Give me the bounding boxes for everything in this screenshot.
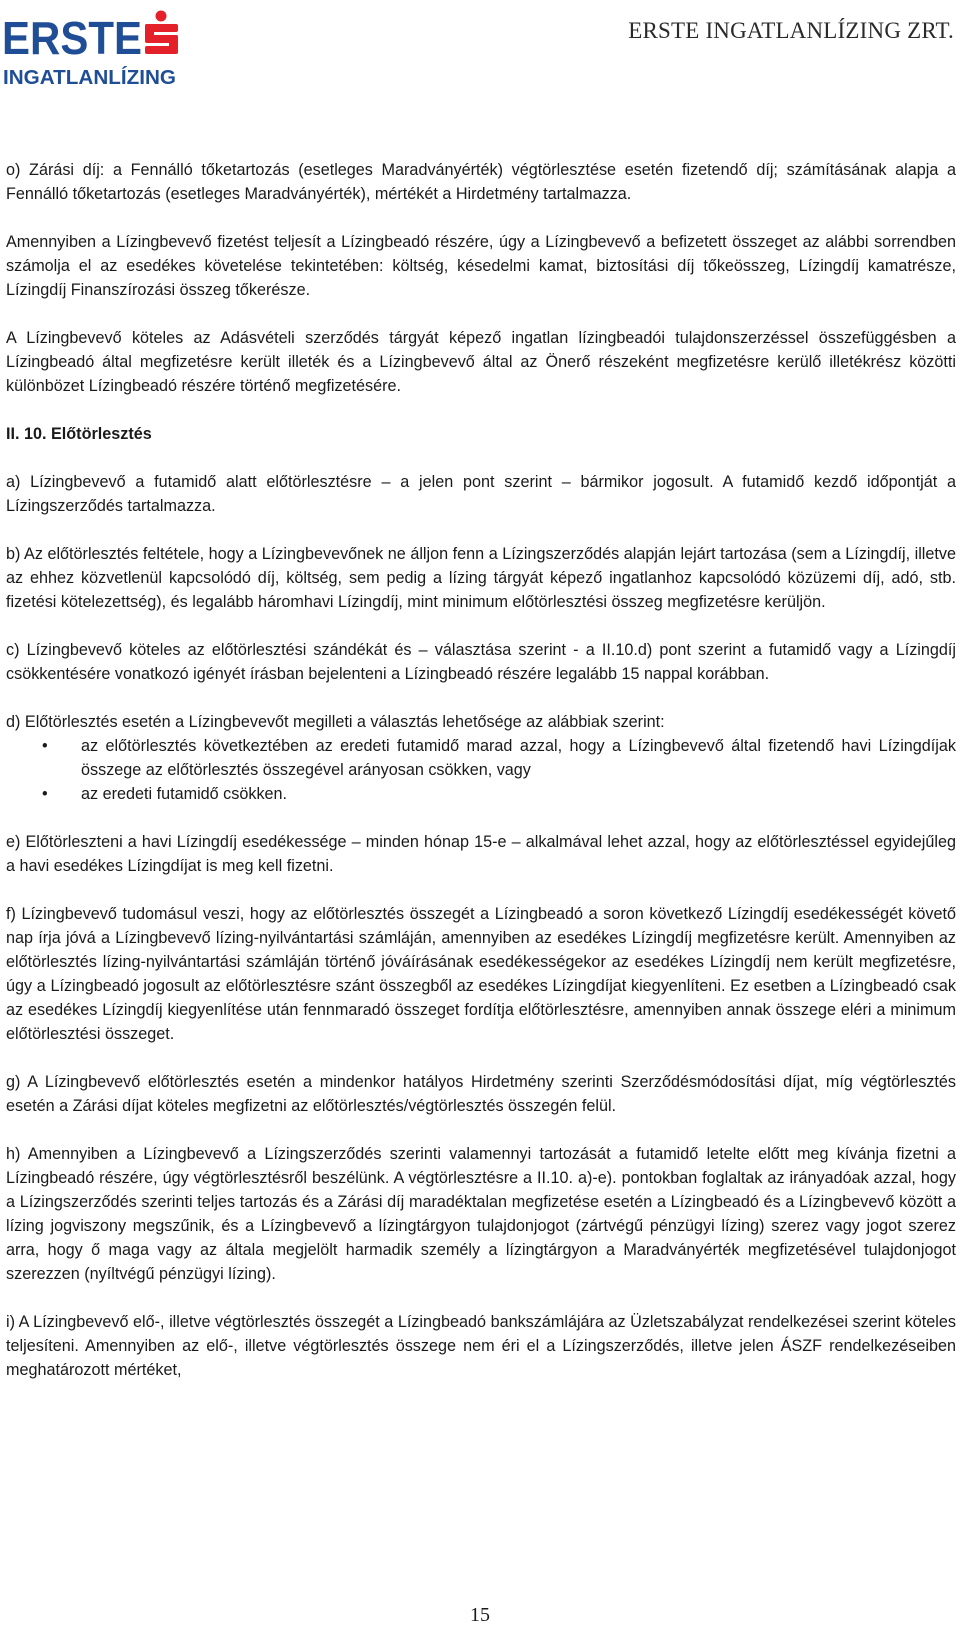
paragraph-a: a) Lízingbevevő a futamidő alatt előtörlesztésre – a jelen pont szerint – bármikor jogosult. A futamidő kezdő időpontját a Lízingszerződés tartalmazza.: [6, 473, 956, 515]
paragraph-duty: A Lízingbevevő köteles az Adásvételi szerződés tárgyát képező ingatlan lízingbeadói tulajdonszerzéssel összefüggésben a Lízingbeadó által megfizetésre került illeték és a Lízingbevevő által az Önerő részeként megfizetésre kerülő illetékrész közötti különbözet Lízingbeadó részére történő megfizetésére.: [6, 329, 956, 395]
section-heading: II. 10. Előtörlesztés: [6, 425, 152, 443]
paragraph-b: b) Az előtörlesztés feltétele, hogy a Lízingbevevőnek ne álljon fenn a Lízingszerződés alapján lejárt tartozása (sem a Lízingdíj, illetve az ehhez közvetlenül kapcsolódó díj, költség, sem pedig a lízing tárgyát képező ingatlanhoz kapcsolódó közüzemi díj, adó, stb. fizetési kötelezettség), és legalább háromhavi Lízingdíj, mint minimum előtörlesztési összeg megfizetésre kerüljön.: [6, 545, 956, 611]
paragraph-c: c) Lízingbevevő köteles az előtörlesztési szándékát és – választása szerint - a II.10.d) pont szerint a futamidő vagy a Lízingdíj csökkentésére vonatkozó igényét írásban bejelenteni a Lízingbeadó részére legalább 15 nappal korábban.: [6, 641, 956, 683]
bullet-icon: •: [42, 785, 48, 803]
page-number: 15: [470, 1604, 490, 1626]
page-header: [0, 0, 960, 100]
erste-logo: [2, 6, 184, 88]
erste-s-symbol: [145, 11, 178, 55]
bullet-icon: •: [42, 737, 48, 755]
paragraph-f: f) Lízingbevevő tudomásul veszi, hogy az előtörlesztés összegét a Lízingbeadó a soron következő Lízingdíj esedékességét követő nap írja jóvá a Lízingbevevő lízing-nyilvántartási számláján, amennyiben az esedékes Lízingdíj megfizetésre került. Amennyiben az előtörlesztés lízing-nyilvántartási számláján történő jóváírásának esedékességekor az esedékes Lízingdíj nem került megfizetésre, úgy a Lízingbeadó jogosult az előtörlesztésre szánt összegből az esedékes Lízingdíjat kiegyenlíteni. Ez esetben a Lízingbeadó csak az esedékes Lízingdíj kiegyenlítése után fennmaradó összeget fordítja előtörlesztésre, amennyiben annak összege eléri a minimum előtörlesztési összeget.: [6, 905, 956, 1043]
bullet-list: [6, 734, 956, 806]
paragraph-h: h) Amennyiben a Lízingbevevő a Lízingszerződés szerinti valamennyi tartozását a futamidő letelte előtt meg kívánja fizetni a Lízingbeadó részére, úgy végtörlesztésről beszélünk. A végtörlesztésre a II.10. a)-e). pontokban foglaltak az irányadóak azzal, hogy a Lízingszerződés szerinti teljes tartozás és a Zárási díj maradéktalan megfizetése esetén a Lízingbeadó és a Lízingbevevő között a lízing jogviszony megszűnik, és a Lízingbevevő a lízingtárgyon tulajdonjogot (zártvégű pénzügyi lízing) szerez vagy jogot szerez arra, hogy ő maga vagy az általa megjelölt harmadik személy a lízingtárgyon a Maradványérték megfizetésével tulajdonjogot szerezzen (nyíltvégű pénzügyi lízing).: [6, 1145, 956, 1283]
paragraph-i: i) A Lízingbevevő elő-, illetve végtörlesztés összegét a Lízingbeadó bankszámlájára az Üzletszabályzat rendelkezései szerint köteles teljesíteni. Amennyiben az elő-, illetve végtörlesztés összege nem éri el a Lízingszerződés, illetve jelen ÁSZF rendelkezéseiben meghatározott mértéket,: [6, 1313, 956, 1379]
list-item: [6, 734, 956, 782]
list-item-text: az eredeti futamidő csökken.: [81, 785, 288, 803]
document-body: [6, 158, 956, 1406]
paragraph-payment-order: Amennyiben a Lízingbevevő fizetést teljesít a Lízingbeadó részére, úgy a Lízingbevevő a befizetett összeget az alábbi sorrendben számolja el az esedékes követelése tekintetében: költség, késedelmi kamat, biztosítási díj tőkeösszeg, Lízingdíj kamatrésze, Lízingdíj Finanszírozási összeg tőkerésze.: [6, 233, 956, 299]
paragraph-g: g) A Lízingbevevő előtörlesztés esetén a mindenkor hatályos Hirdetmény szerinti Szerződésmódosítási díjat, míg végtörlesztés esetén a Zárási díjat köteles megfizetni az előtörlesztés/végtörlesztés összegén felül.: [6, 1073, 956, 1115]
logo-subtitle: INGATLANLÍZING: [3, 67, 171, 88]
paragraph-e: e) Előtörleszteni a havi Lízingdíj esedékessége – minden hónap 15-e – alkalmával lehet azzal, hogy az előtörlesztéssel egyidejűleg a havi esedékes Lízingdíjat is meg kell fizetni.: [6, 833, 956, 875]
paragraph-o: o) Zárási díj: a Fennálló tőketartozás (esetleges Maradványérték) végtörlesztése esetén fizetendő díj; számításának alapja a Fennálló tőketartozás (esetleges Maradványérték), mértékét a Hirdetmény tartalmazza.: [6, 161, 956, 203]
list-item-text: az előtörlesztés következtében az eredeti futamidő marad azzal, hogy a Lízingbevevő által fizetendő havi Lízingdíjak összege az előtörlesztés összegével arányosan csökken, vagy: [81, 737, 956, 779]
paragraph-d: d) Előtörlesztés esetén a Lízingbevevőt megilleti a választás lehetősége az alábbiak szerint:: [6, 713, 665, 731]
company-name: ERSTE INGATLANLÍZING ZRT.: [628, 18, 954, 43]
list-item: [6, 782, 956, 806]
logo-wordmark: ERSTE: [2, 12, 142, 64]
